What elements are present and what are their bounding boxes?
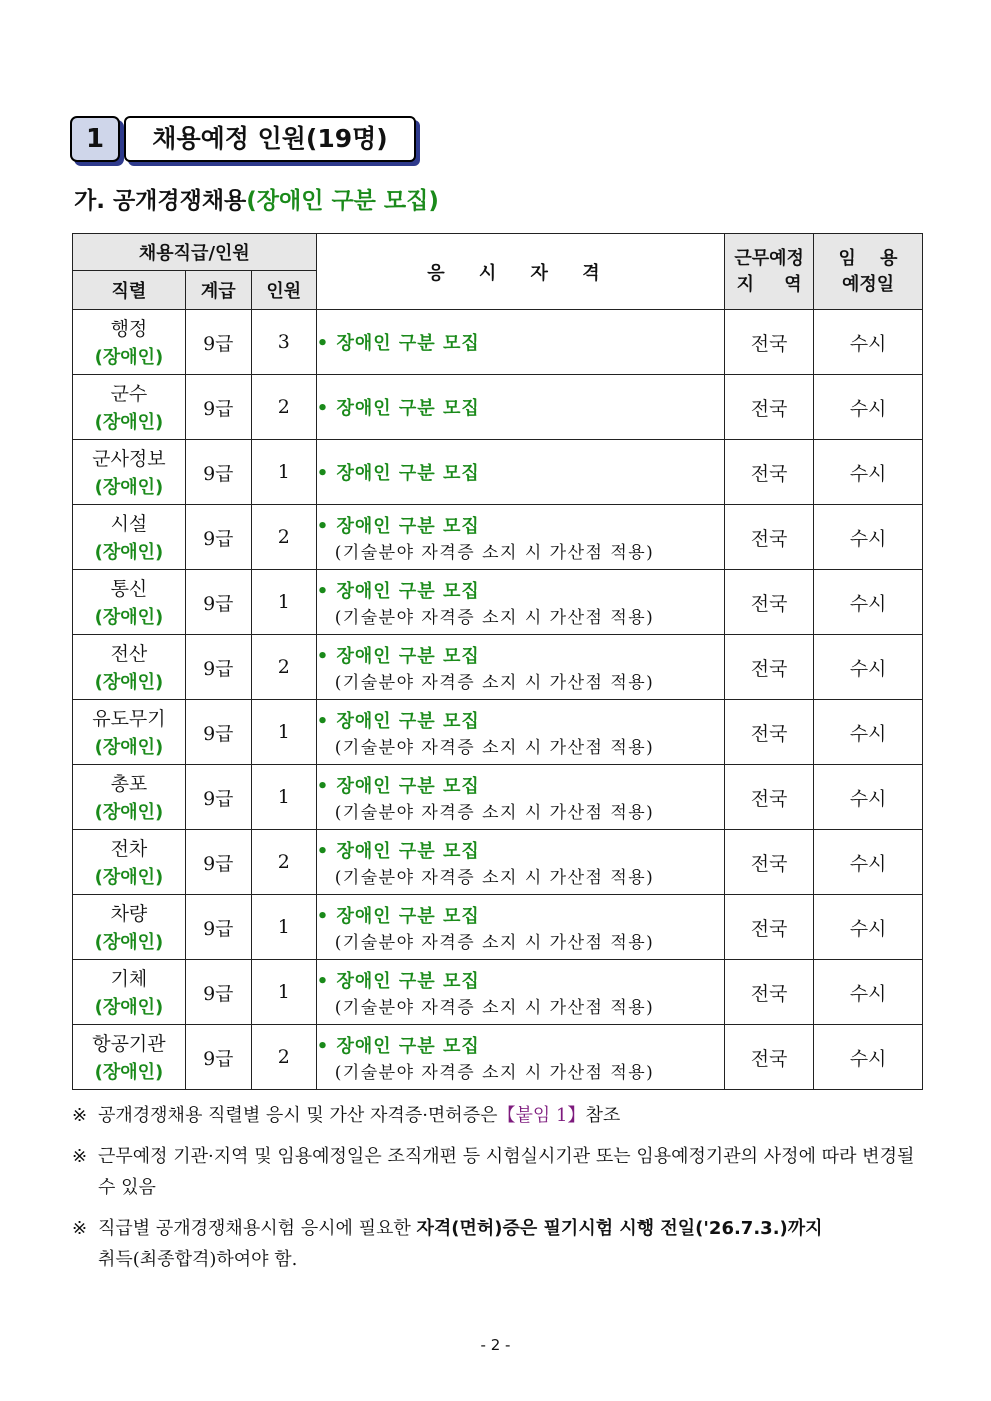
job-name: 전산	[110, 643, 148, 665]
header-job: 직렬	[73, 271, 186, 310]
table-row	[73, 375, 923, 440]
job-category: (장애인)	[94, 477, 164, 498]
table-row	[73, 765, 923, 830]
table-row	[73, 895, 923, 960]
date-cell: 수시	[814, 310, 923, 375]
note-1-tail: 참조	[585, 1105, 621, 1126]
region-cell: 전국	[725, 895, 814, 960]
job-category: (장애인)	[94, 607, 164, 628]
region-cell: 전국	[725, 830, 814, 895]
count-cell: 2	[251, 1025, 316, 1090]
section-title: 채용예정 인원(19명)	[124, 116, 416, 162]
qualification-main: • 장애인 구분 모집	[316, 970, 480, 992]
qualification-cell	[316, 505, 724, 570]
qualification-main: • 장애인 구분 모집	[316, 840, 480, 862]
grade-cell: 9급	[185, 765, 251, 830]
qualification-note: (기술분야 자격증 소지 시 가산점 적용)	[334, 867, 655, 888]
qualification-main: • 장애인 구분 모집	[316, 398, 480, 419]
qualification-main: • 장애인 구분 모집	[316, 710, 480, 732]
grade-cell: 9급	[185, 960, 251, 1025]
region-cell: 전국	[725, 440, 814, 505]
section-number: 1	[70, 116, 120, 162]
job-category: (장애인)	[94, 672, 164, 693]
note-3	[72, 1213, 922, 1275]
job-name: 기체	[110, 968, 148, 990]
qualification-main: • 장애인 구분 모집	[316, 645, 480, 667]
count-cell: 2	[251, 505, 316, 570]
job-category: (장애인)	[94, 412, 164, 433]
table-row	[73, 700, 923, 765]
job-category: (장애인)	[94, 1062, 164, 1083]
job-cell	[73, 635, 186, 700]
job-name: 시설	[110, 513, 148, 535]
table-row	[73, 505, 923, 570]
job-cell	[73, 765, 186, 830]
grade-cell: 9급	[185, 375, 251, 440]
qualification-main: • 장애인 구분 모집	[316, 333, 480, 354]
job-name: 통신	[110, 578, 148, 600]
page-number: - 2 -	[480, 1336, 511, 1354]
grade-cell: 9급	[185, 440, 251, 505]
note-marker: ※	[72, 1146, 88, 1167]
subheading-highlight: (장애인 구분 모집)	[246, 188, 439, 214]
count-cell: 2	[251, 375, 316, 440]
note-2-text: 근무예정 기관·지역 및 임용예정일은 조직개편 등 시험실시기관 또는 임용예정기관의 사정에 따라 변경될 수 있음	[98, 1146, 915, 1198]
table-row	[73, 635, 923, 700]
job-name: 유도무기	[92, 708, 166, 730]
table-row	[73, 310, 923, 375]
note-3-tail: 취득(최종합격)하여야 함.	[98, 1249, 298, 1270]
note-1	[72, 1100, 922, 1131]
region-cell: 전국	[725, 505, 814, 570]
header-date: 임 용 예정일	[814, 234, 923, 310]
qualification-main: • 장애인 구분 모집	[316, 580, 480, 602]
date-cell: 수시	[814, 830, 923, 895]
grade-cell: 9급	[185, 700, 251, 765]
qualification-cell	[316, 1025, 724, 1090]
job-cell	[73, 700, 186, 765]
header-group: 채용직급/인원	[73, 234, 317, 271]
qualification-note: (기술분야 자격증 소지 시 가산점 적용)	[334, 737, 655, 758]
table-row	[73, 570, 923, 635]
region-cell: 전국	[725, 1025, 814, 1090]
qualification-cell	[316, 570, 724, 635]
job-cell	[73, 505, 186, 570]
job-cell	[73, 895, 186, 960]
qualification-cell	[316, 700, 724, 765]
note-marker: ※	[72, 1105, 88, 1126]
qualification-cell	[316, 765, 724, 830]
grade-cell: 9급	[185, 505, 251, 570]
attachment-link[interactable]: 【붙임 1】	[497, 1105, 586, 1126]
date-cell: 수시	[814, 765, 923, 830]
job-name: 군수	[110, 383, 148, 405]
qualification-note: (기술분야 자격증 소지 시 가산점 적용)	[334, 1062, 655, 1083]
date-cell: 수시	[814, 505, 923, 570]
count-cell: 1	[251, 960, 316, 1025]
job-category: (장애인)	[94, 867, 164, 888]
region-cell: 전국	[725, 765, 814, 830]
job-name: 항공기관	[92, 1033, 166, 1055]
region-cell: 전국	[725, 635, 814, 700]
qualification-cell	[316, 830, 724, 895]
grade-cell: 9급	[185, 830, 251, 895]
table-row	[73, 960, 923, 1025]
qualification-main: • 장애인 구분 모집	[316, 463, 480, 484]
job-cell	[73, 830, 186, 895]
qualification-note: (기술분야 자격증 소지 시 가산점 적용)	[334, 542, 655, 563]
region-cell: 전국	[725, 960, 814, 1025]
note-marker: ※	[72, 1218, 88, 1239]
date-cell: 수시	[814, 960, 923, 1025]
header-region: 근무예정 지 역	[725, 234, 814, 310]
job-name: 행정	[110, 318, 148, 340]
note-1-text: 공개경쟁채용 직렬별 응시 및 가산 자격증·면허증은	[98, 1105, 498, 1126]
subheading	[74, 182, 439, 215]
job-category: (장애인)	[94, 542, 164, 563]
header-qualification: 응 시 자 격	[316, 234, 724, 310]
job-cell	[73, 570, 186, 635]
region-cell: 전국	[725, 570, 814, 635]
region-cell: 전국	[725, 310, 814, 375]
count-cell: 1	[251, 570, 316, 635]
job-cell	[73, 310, 186, 375]
qualification-main: • 장애인 구분 모집	[316, 515, 480, 537]
qualification-cell	[316, 635, 724, 700]
qualification-note: (기술분야 자격증 소지 시 가산점 적용)	[334, 997, 655, 1018]
qualification-cell	[316, 440, 724, 505]
job-cell	[73, 960, 186, 1025]
job-name: 전차	[110, 838, 148, 860]
job-name: 총포	[110, 773, 148, 795]
header-count: 인원	[251, 271, 316, 310]
date-cell: 수시	[814, 700, 923, 765]
recruitment-table	[72, 233, 923, 1090]
count-cell: 1	[251, 700, 316, 765]
subheading-prefix: 가. 공개경쟁채용	[74, 188, 247, 214]
job-name: 차량	[110, 903, 148, 925]
region-cell: 전국	[725, 700, 814, 765]
table-row	[73, 830, 923, 895]
qualification-cell	[316, 310, 724, 375]
qualification-main: • 장애인 구분 모집	[316, 905, 480, 927]
count-cell: 3	[251, 310, 316, 375]
qualification-cell	[316, 960, 724, 1025]
date-cell: 수시	[814, 895, 923, 960]
job-category: (장애인)	[94, 997, 164, 1018]
note-3-bold: 자격(면허)증은 필기시험 시행 전일('26.7.3.)까지	[416, 1218, 823, 1239]
qualification-cell	[316, 375, 724, 440]
header-grade: 계급	[185, 271, 251, 310]
date-cell: 수시	[814, 375, 923, 440]
job-category: (장애인)	[94, 347, 164, 368]
grade-cell: 9급	[185, 310, 251, 375]
count-cell: 2	[251, 830, 316, 895]
qualification-cell	[316, 895, 724, 960]
grade-cell: 9급	[185, 1025, 251, 1090]
grade-cell: 9급	[185, 635, 251, 700]
job-name: 군사정보	[92, 448, 166, 470]
region-cell: 전국	[725, 375, 814, 440]
job-cell	[73, 1025, 186, 1090]
job-cell	[73, 440, 186, 505]
count-cell: 1	[251, 895, 316, 960]
job-category: (장애인)	[94, 802, 164, 823]
date-cell: 수시	[814, 635, 923, 700]
grade-cell: 9급	[185, 895, 251, 960]
qualification-note: (기술분야 자격증 소지 시 가산점 적용)	[334, 802, 655, 823]
note-2	[72, 1141, 922, 1203]
qualification-note: (기술분야 자격증 소지 시 가산점 적용)	[334, 932, 655, 953]
job-category: (장애인)	[94, 737, 164, 758]
table-row	[73, 1025, 923, 1090]
qualification-note: (기술분야 자격증 소지 시 가산점 적용)	[334, 672, 655, 693]
note-3-text: 직급별 공개경쟁채용시험 응시에 필요한	[98, 1218, 411, 1239]
date-cell: 수시	[814, 1025, 923, 1090]
count-cell: 2	[251, 635, 316, 700]
date-cell: 수시	[814, 440, 923, 505]
table-row	[73, 440, 923, 505]
qualification-main: • 장애인 구분 모집	[316, 775, 480, 797]
qualification-note: (기술분야 자격증 소지 시 가산점 적용)	[334, 607, 655, 628]
count-cell: 1	[251, 440, 316, 505]
date-cell: 수시	[814, 570, 923, 635]
job-cell	[73, 375, 186, 440]
count-cell: 1	[251, 765, 316, 830]
grade-cell: 9급	[185, 570, 251, 635]
job-category: (장애인)	[94, 932, 164, 953]
qualification-main: • 장애인 구분 모집	[316, 1035, 480, 1057]
notes	[72, 1100, 922, 1285]
